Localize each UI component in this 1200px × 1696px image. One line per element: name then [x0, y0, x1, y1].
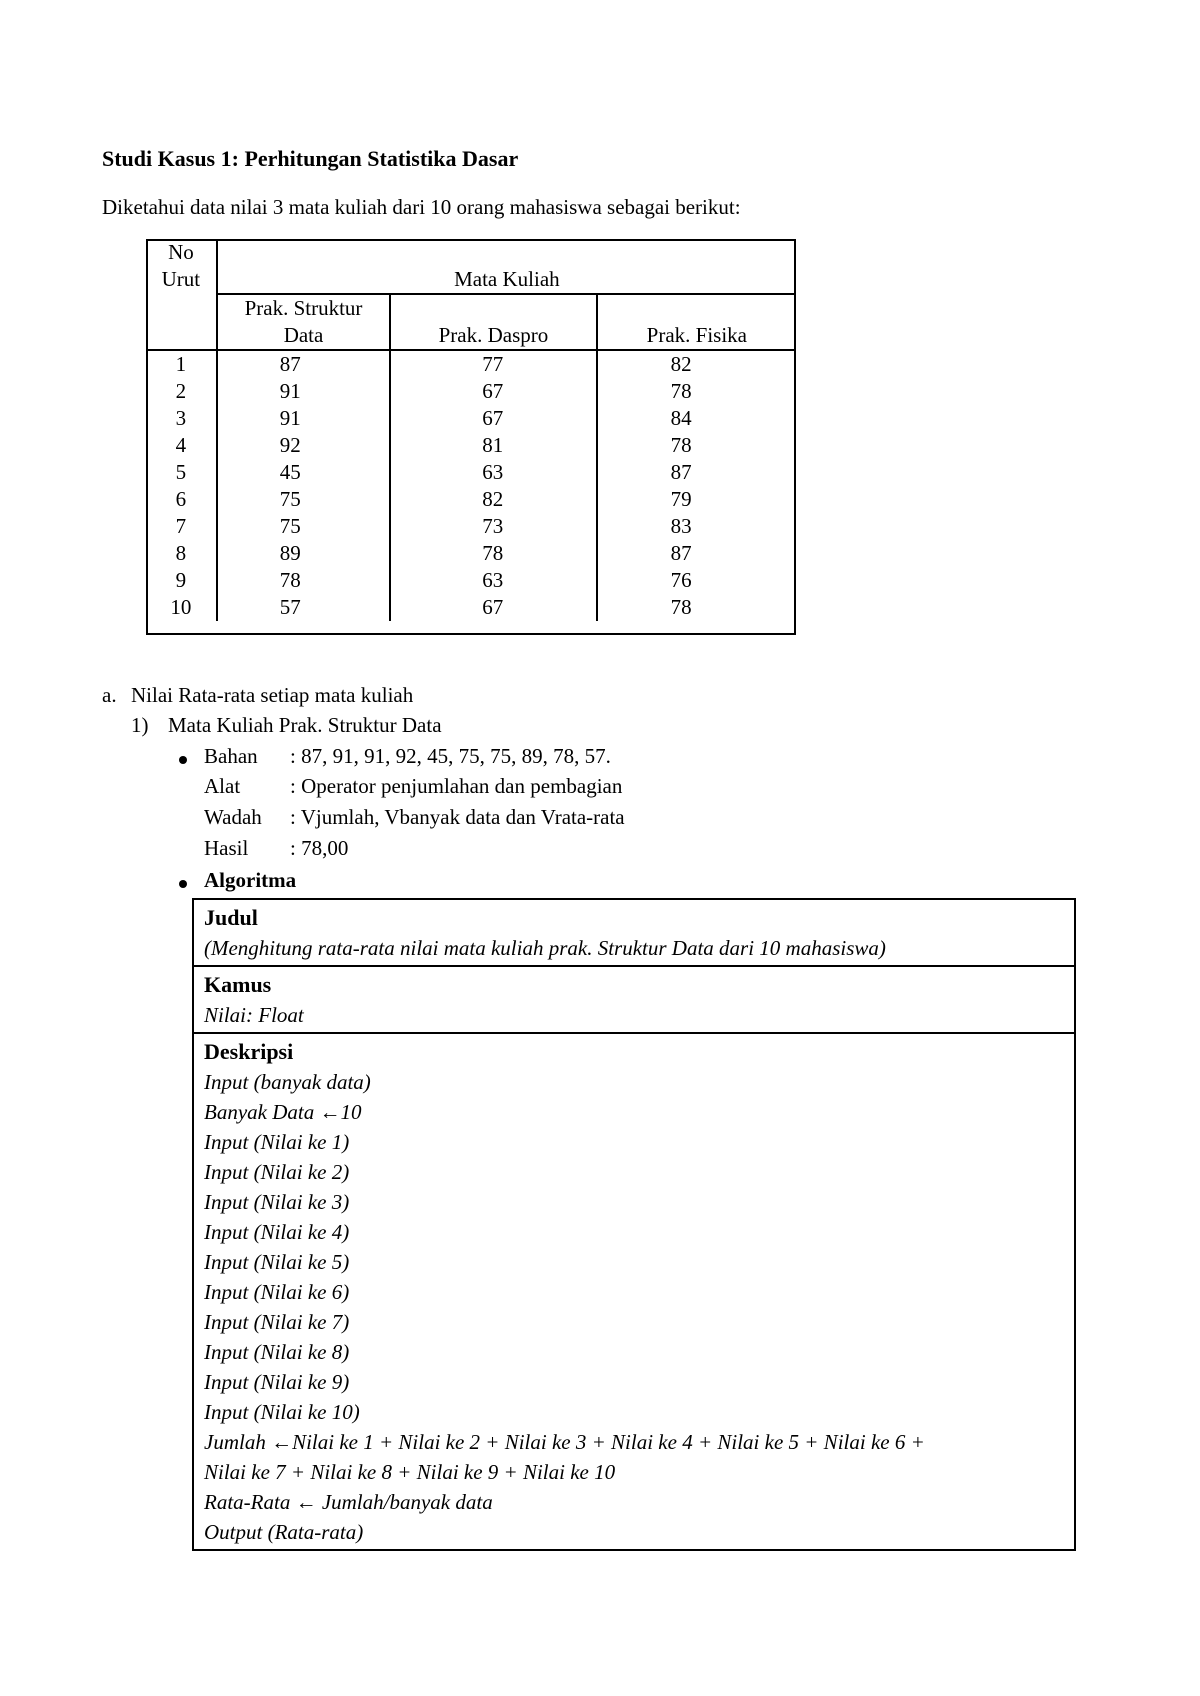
- header-mata-kuliah: Mata Kuliah: [217, 239, 796, 294]
- deskripsi-line: Input (banyak data): [204, 1070, 371, 1094]
- prak-struktur-data-cell: 91: [217, 378, 390, 405]
- prak-daspro-cell: 78: [390, 540, 596, 567]
- header-col1-line2: Data: [283, 323, 324, 347]
- header-prak-daspro: Prak. Daspro: [390, 294, 596, 350]
- prak-struktur-data-cell: 45: [217, 459, 390, 486]
- list-marker-a: a.: [102, 683, 117, 707]
- spec-bahan: [204, 744, 611, 769]
- bullet-icon: [179, 756, 187, 764]
- list-marker-1: 1): [131, 713, 149, 737]
- grades-table: [146, 239, 796, 621]
- prak-fisika-cell: 82: [670, 352, 692, 376]
- spec-wadah-value: : Vjumlah, Vbanyak data dan Vrata-rata: [290, 805, 625, 829]
- table-row: [146, 459, 796, 486]
- table-row: [146, 378, 796, 405]
- prak-struktur-data-cell: 87: [217, 350, 390, 378]
- table-row: [146, 567, 796, 594]
- row-number-cell: 10: [146, 594, 217, 621]
- header-prak-fisika: Prak. Fisika: [597, 294, 796, 350]
- spec-wadah: [204, 805, 625, 830]
- algorithm-box: [192, 898, 1076, 1551]
- prak-fisika-cell: 79: [670, 487, 692, 511]
- prak-daspro-cell: 77: [390, 350, 596, 378]
- prak-fisika-cell: 78: [670, 379, 692, 403]
- spec-hasil: [204, 836, 348, 861]
- table-row: [146, 594, 796, 621]
- spec-bahan-value: : 87, 91, 91, 92, 45, 75, 75, 89, 78, 57.: [290, 744, 611, 768]
- algorithm-deskripsi-section: [194, 1032, 1074, 1549]
- spec-wadah-key: Wadah: [204, 805, 262, 829]
- deskripsi-line: Input (Nilai ke 7): [204, 1310, 350, 1334]
- header-col1-line1: Prak. Struktur: [244, 296, 363, 320]
- deskripsi-line: Rata-Rata ← Jumlah/banyak data: [204, 1490, 493, 1514]
- bullet-icon: [179, 880, 187, 888]
- algorithm-judul-heading: Judul: [204, 905, 258, 930]
- header-no-line1: No: [168, 240, 194, 264]
- list-item-1-text: Mata Kuliah Prak. Struktur Data: [168, 713, 442, 737]
- list-item-a: [102, 683, 413, 708]
- spec-alat-value: : Operator penjumlahan dan pembagian: [290, 774, 623, 798]
- prak-daspro-cell: 67: [390, 378, 596, 405]
- spec-alat-key: Alat: [204, 774, 241, 798]
- prak-fisika-cell: 87: [670, 541, 692, 565]
- deskripsi-line: Input (Nilai ke 1): [204, 1130, 350, 1154]
- prak-struktur-data-cell: 78: [217, 567, 390, 594]
- table-row: [146, 432, 796, 459]
- list-item-a-text: Nilai Rata-rata setiap mata kuliah: [131, 683, 414, 707]
- algorithm-kamus-heading: Kamus: [204, 972, 272, 997]
- spec-alat: [204, 774, 622, 799]
- table-row: [146, 405, 796, 432]
- page-title: Studi Kasus 1: Perhitungan Statistika Dasar: [102, 146, 519, 171]
- deskripsi-line: Output (Rata-rata): [204, 1520, 364, 1544]
- deskripsi-line: Banyak Data ←10: [204, 1100, 362, 1124]
- prak-struktur-data-cell: 92: [217, 432, 390, 459]
- algoritma-label: Algoritma: [204, 868, 297, 892]
- row-number-cell: 2: [146, 378, 217, 405]
- deskripsi-line: Input (Nilai ke 2): [204, 1160, 350, 1184]
- prak-daspro-cell: 67: [390, 405, 596, 432]
- deskripsi-line: Nilai ke 7 + Nilai ke 8 + Nilai ke 9 + Nilai ke 10: [204, 1460, 616, 1484]
- prak-struktur-data-cell: 75: [217, 513, 390, 540]
- algorithm-judul-text: (Menghitung rata-rata nilai mata kuliah prak. Struktur Data dari 10 mahasiswa): [204, 936, 886, 960]
- table-row: [146, 513, 796, 540]
- table-subheader-row: [146, 294, 796, 350]
- prak-daspro-cell: 81: [390, 432, 596, 459]
- prak-fisika-cell: 84: [670, 406, 692, 430]
- deskripsi-line: Input (Nilai ke 6): [204, 1280, 350, 1304]
- algorithm-deskripsi-heading: Deskripsi: [204, 1039, 294, 1064]
- prak-fisika-cell: 83: [670, 514, 692, 538]
- deskripsi-line: Input (Nilai ke 10): [204, 1400, 360, 1424]
- prak-daspro-cell: 82: [390, 486, 596, 513]
- algorithm-kamus-section: [194, 965, 1074, 1032]
- prak-struktur-data-cell: 75: [217, 486, 390, 513]
- header-no-line2: Urut: [161, 267, 201, 291]
- prak-daspro-cell: 63: [390, 567, 596, 594]
- prak-daspro-cell: 63: [390, 459, 596, 486]
- table-row: [146, 486, 796, 513]
- row-number-cell: 4: [146, 432, 217, 459]
- row-number-cell: 5: [146, 459, 217, 486]
- table-header-row: [146, 239, 796, 294]
- prak-fisika-cell: 87: [670, 460, 692, 484]
- spec-bahan-key: Bahan: [204, 744, 258, 768]
- prak-fisika-cell: 78: [670, 595, 692, 619]
- prak-struktur-data-cell: 89: [217, 540, 390, 567]
- prak-fisika-cell: 78: [670, 433, 692, 457]
- spec-hasil-value: : 78,00: [290, 836, 349, 860]
- table-row: [146, 540, 796, 567]
- algorithm-kamus-text: Nilai: Float: [204, 1003, 304, 1027]
- header-prak-struktur-data: [217, 294, 390, 350]
- deskripsi-line: Input (Nilai ke 3): [204, 1190, 350, 1214]
- deskripsi-line: Input (Nilai ke 8): [204, 1340, 350, 1364]
- spec-hasil-key: Hasil: [204, 836, 249, 860]
- row-number-cell: 8: [146, 540, 217, 567]
- prak-struktur-data-cell: 57: [217, 594, 390, 621]
- row-number-cell: 7: [146, 513, 217, 540]
- prak-daspro-cell: 73: [390, 513, 596, 540]
- deskripsi-line: Input (Nilai ke 4): [204, 1220, 350, 1244]
- deskripsi-line: Input (Nilai ke 9): [204, 1370, 350, 1394]
- deskripsi-line: Input (Nilai ke 5): [204, 1250, 350, 1274]
- intro-paragraph: Diketahui data nilai 3 mata kuliah dari 10 orang mahasiswa sebagai berikut:: [102, 195, 741, 219]
- header-no-urut: [146, 239, 217, 350]
- algorithm-deskripsi-lines: [204, 1067, 1064, 1547]
- list-item-1: [131, 713, 442, 738]
- row-number-cell: 3: [146, 405, 217, 432]
- prak-fisika-cell: 76: [670, 568, 692, 592]
- row-number-cell: 9: [146, 567, 217, 594]
- row-number-cell: 6: [146, 486, 217, 513]
- prak-struktur-data-cell: 91: [217, 405, 390, 432]
- table-row: [146, 350, 796, 378]
- prak-daspro-cell: 67: [390, 594, 596, 621]
- algorithm-judul-section: [194, 900, 1074, 965]
- row-number-cell: 1: [146, 350, 217, 378]
- deskripsi-line: Jumlah ←Nilai ke 1 + Nilai ke 2 + Nilai ke 3 + Nilai ke 4 + Nilai ke 5 + Nilai ke 6 +: [204, 1430, 925, 1454]
